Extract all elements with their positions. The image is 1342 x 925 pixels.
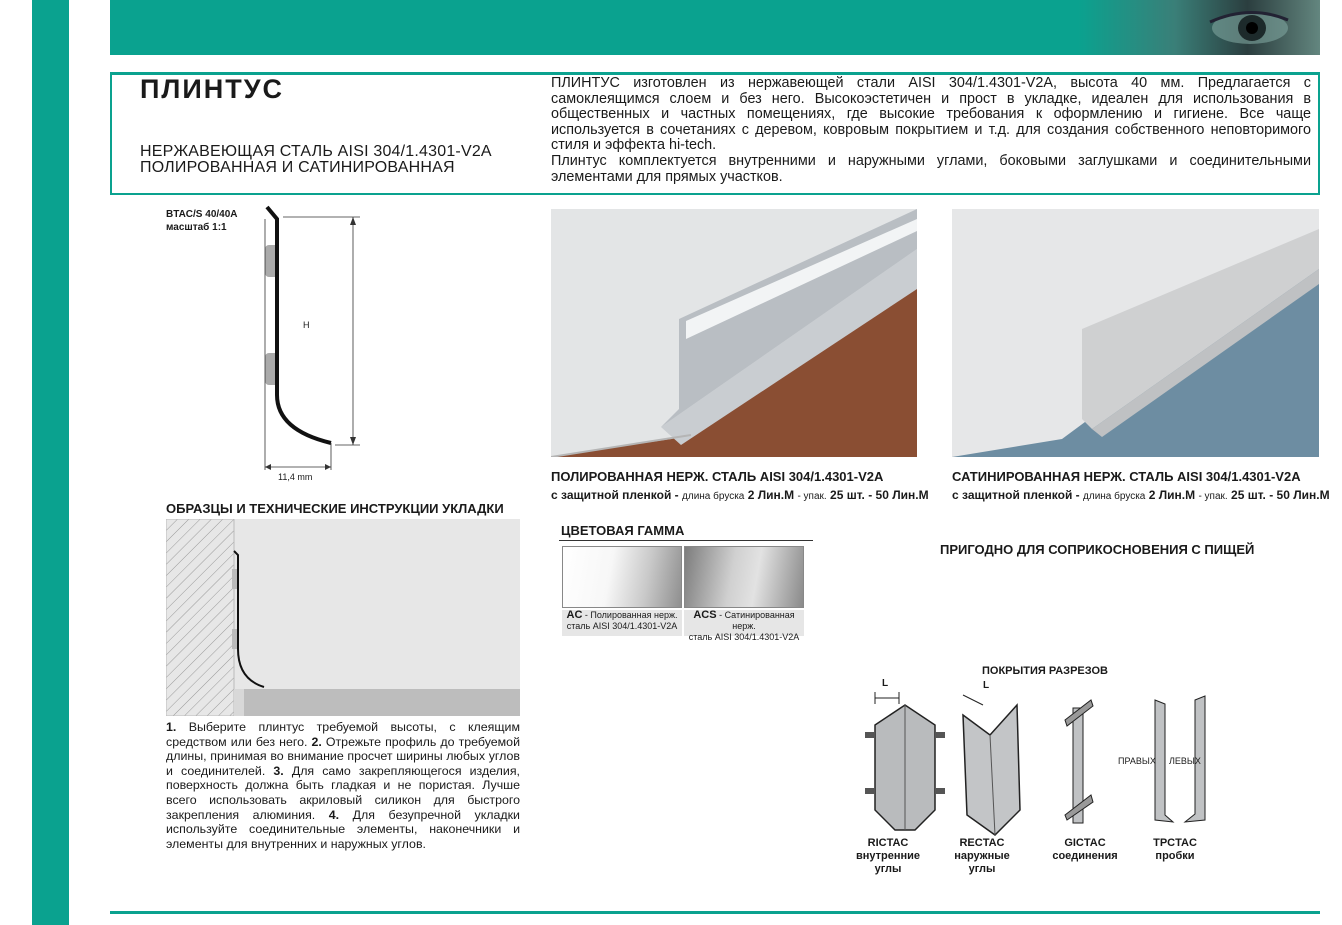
rictac-code: RICTAC [867,837,909,849]
satin-swatch [684,546,804,608]
installation-diagram [166,519,520,716]
color-heading-rule [559,540,813,541]
rectac-line1: наружные [954,850,1010,862]
subtitle-line-2: ПОЛИРОВАННАЯ И САТИНИРОВАННАЯ [140,159,455,176]
left-caps-label: ЛЕВЫХ [1169,756,1201,766]
rictac-line2: углы [874,863,902,875]
polished-pack-label: - упак. [797,491,827,502]
height-label: H [303,320,310,330]
outer-l-label: L [983,680,990,691]
satin-swatch-desc1: - Сатинированная нерж. [719,610,795,631]
profile-drawing [255,205,370,485]
step-2-number: 2. [311,734,322,749]
satin-swatch-desc2: сталь AISI 304/1.4301-V2A [688,632,800,642]
description-paragraph-2: Плинтус комплектуется внутренними и наружными углами, боковыми заглушками и соединительными элементами для прямых участков. [551,152,1311,185]
step-2-text: Отрежьте профиль до требуемой длины, принимая во внимание просчет ширины любых углов и соединителей. [166,734,520,778]
satin-pack-label: - упак. [1198,491,1228,502]
rictac-line1: внутренние [855,850,921,862]
polished-swatch [562,546,682,608]
right-caps-label: ПРАВЫХ [1118,756,1156,766]
profile-shape [267,207,331,443]
satin-swatch-code: ACS [693,609,717,621]
polished-swatch-code: AC [566,609,583,621]
food-contact-note: ПРИГОДНО ДЛЯ СОПРИКОСНОВЕНИЯ С ПИЩЕЙ [940,542,1255,557]
product-description [551,76,1311,185]
eye-image [1180,4,1290,48]
gictac-line1: соединения [1052,850,1118,862]
step-1-text: Выберите плинтус требуемой высоты, с клеящим средством или без него. [166,720,520,749]
inner-l-label: L [882,678,889,689]
subtitle-line-1: НЕРЖАВЕЮЩАЯ СТАЛЬ AISI 304/1.4301-V2A [140,143,492,160]
profile-code: BTAC/S 40/40A [166,209,238,220]
color-heading: ЦВЕТОВАЯ ГАММА [561,523,685,538]
polished-length-value: 2 Лин.М [747,488,795,502]
step-1-number: 1. [166,720,177,734]
step-4-text: Для безупречной укладки используйте соединительные элементы, наконечники и элементы для внутренних и наружных углов. [166,807,520,851]
tpctac-label [1135,837,1215,863]
page-title: ПЛИНТУС [140,74,285,104]
tpctac-code: TPCTAC [1153,837,1197,849]
satin-swatch-label [684,609,804,642]
satin-length-label: длина бруска [1083,491,1146,502]
step-4-number: 4. [328,807,340,822]
satin-title: САТИНИРОВАННАЯ НЕРЖ. СТАЛЬ AISI 304/1.4301-V2A [952,469,1301,484]
side-accent-bar [32,0,69,925]
polished-spec [551,488,929,502]
instructions-heading: ОБРАЗЦЫ И ТЕХНИЧЕСКИЕ ИНСТРУКЦИИ УКЛАДКИ [166,501,504,516]
polished-pack-value: 25 шт. - 50 Лин.М [830,488,929,502]
polished-film: с защитной пленкой - [551,488,679,502]
satin-film: с защитной пленкой - [952,488,1080,502]
rectac-code: RECTAC [959,837,1005,849]
top-banner [110,0,1320,55]
satin-length-value: 2 Лин.М [1148,488,1196,502]
step-3-text: Для само закрепляющегося изделия, поверхность должна быть гладкая и не пористая. Лучше всего использовать акриловый силикон для быстрого закрепления алюминия. [166,763,520,822]
width-label: 11,4 mm [278,472,313,482]
polished-title: ПОЛИРОВАННАЯ НЕРЖ. СТАЛЬ AISI 304/1.4301-V2A [551,469,884,484]
accessories-heading: ПОКРЫТИЯ РАЗРЕЗОВ [982,665,1108,677]
installation-instructions [166,720,520,851]
polished-swatch-desc2: сталь AISI 304/1.4301-V2A [566,621,678,631]
polished-length-label: длина бруска [682,491,745,502]
polished-product-photo [551,209,917,457]
satin-spec [952,488,1330,502]
gictac-label [1040,837,1130,863]
polished-swatch-label [562,610,682,636]
satin-pack-value: 25 шт. - 50 Лин.М [1231,488,1330,502]
gictac-code: GICTAC [1064,837,1106,849]
rectac-label [942,837,1022,876]
rectac-line2: углы [968,863,996,875]
satin-product-photo [952,209,1319,457]
profile-scale: масштаб 1:1 [166,222,227,233]
polished-swatch-desc1: - Полированная нерж. [584,610,678,620]
tpctac-line1: пробки [1155,850,1195,862]
rictac-label [848,837,928,876]
step-3-number: 3. [273,763,284,778]
description-paragraph-1: ПЛИНТУС изготовлен из нержавеющей стали AISI 304/1.4301-V2A, высота 40 мм. Предлагается с самоклеящимся слоем и без него. Высокоэстетичен и прост в укладке, идеален для использования в общественных и частных помещениях, где высокие требования к оформлению и гигиене. Все чаще используется в сочетаниях с деревом, ковровым покрытием и т.д. для создания собственного неповторимого стиля и эффекта hi-tech. [551,75,1311,154]
bottom-rule [110,911,1320,914]
